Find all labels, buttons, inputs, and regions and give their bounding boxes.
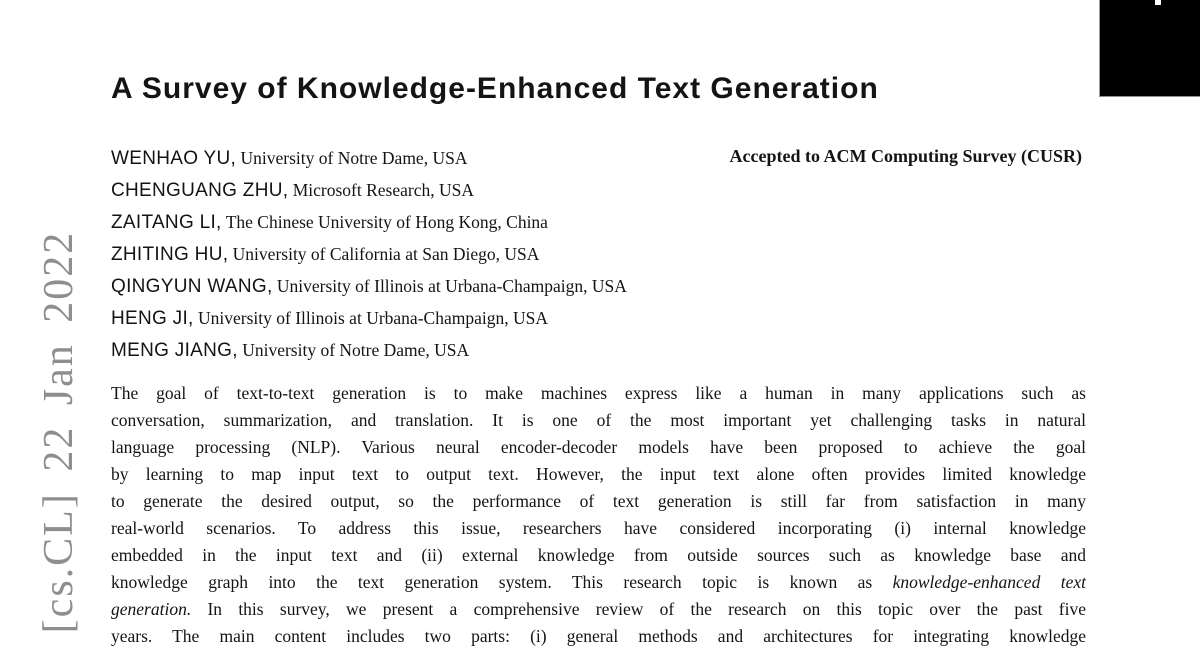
abstract-line: years. The main content includes two parts: (i) general methods and architectures for integrating knowledge xyxy=(111,626,1086,646)
author-row xyxy=(111,270,627,302)
author-name: QINGYUN WANG, xyxy=(111,276,273,297)
corner-overlay xyxy=(1099,0,1200,97)
abstract-line: knowledge graph into the text generation system. This research topic is known as knowledge-enhanced text xyxy=(111,572,1086,592)
author-affiliation: Microsoft Research, USA xyxy=(288,180,474,200)
author-affiliation: University of Notre Dame, USA xyxy=(237,340,470,360)
arxiv-watermark: [cs.CL] 22 Jan 2022 xyxy=(36,230,82,634)
abstract-line: to generate the desired output, so the performance of text generation is still far from satisfaction in many xyxy=(111,491,1086,511)
author-name: ZAITANG LI, xyxy=(111,212,222,233)
author-affiliation: University of Illinois at Urbana-Champaign, USA xyxy=(193,308,548,328)
author-affiliation: University of Illinois at Urbana-Champaign, USA xyxy=(272,276,627,296)
author-name: MENG JIANG, xyxy=(111,340,238,361)
author-affiliation: The Chinese University of Hong Kong, China xyxy=(221,212,548,232)
abstract-line: conversation, summarization, and translation. It is one of the most important yet challenging tasks in natural xyxy=(111,410,1086,430)
author-row xyxy=(111,206,627,238)
author-name: ZHITING HU, xyxy=(111,244,229,265)
author-row xyxy=(111,334,627,366)
author-row xyxy=(111,142,627,174)
author-row xyxy=(111,174,627,206)
acceptance-note: Accepted to ACM Computing Survey (CUSR) xyxy=(729,146,1082,166)
author-affiliation: University of Notre Dame, USA xyxy=(236,148,468,168)
corner-overlay-notch xyxy=(1155,0,1161,5)
author-row xyxy=(111,302,627,334)
abstract-line: embedded in the input text and (ii) external knowledge from outside sources such as knowledge base and xyxy=(111,545,1086,565)
author-list xyxy=(111,142,627,366)
abstract-text xyxy=(111,380,1086,650)
author-name: CHENGUANG ZHU, xyxy=(111,180,289,201)
author-row xyxy=(111,238,627,270)
abstract-line: language processing (NLP). Various neural encoder-decoder models have been proposed to achieve the goal xyxy=(111,437,1086,457)
abstract-line: generation. In this survey, we present a comprehensive review of the research on this topic over the past five xyxy=(111,599,1086,619)
abstract-line: by learning to map input text to output text. However, the input text alone often provides limited knowledge xyxy=(111,464,1086,484)
paper-title: A Survey of Knowledge-Enhanced Text Generation xyxy=(111,72,879,105)
author-name: HENG JI, xyxy=(111,308,194,329)
abstract-line: real-world scenarios. To address this issue, researchers have considered incorporating (i) internal knowledge xyxy=(111,518,1086,538)
author-affiliation: University of California at San Diego, USA xyxy=(228,244,540,264)
abstract-line: The goal of text-to-text generation is to make machines express like a human in many applications such as xyxy=(111,383,1086,403)
author-name: WENHAO YU, xyxy=(111,148,237,169)
